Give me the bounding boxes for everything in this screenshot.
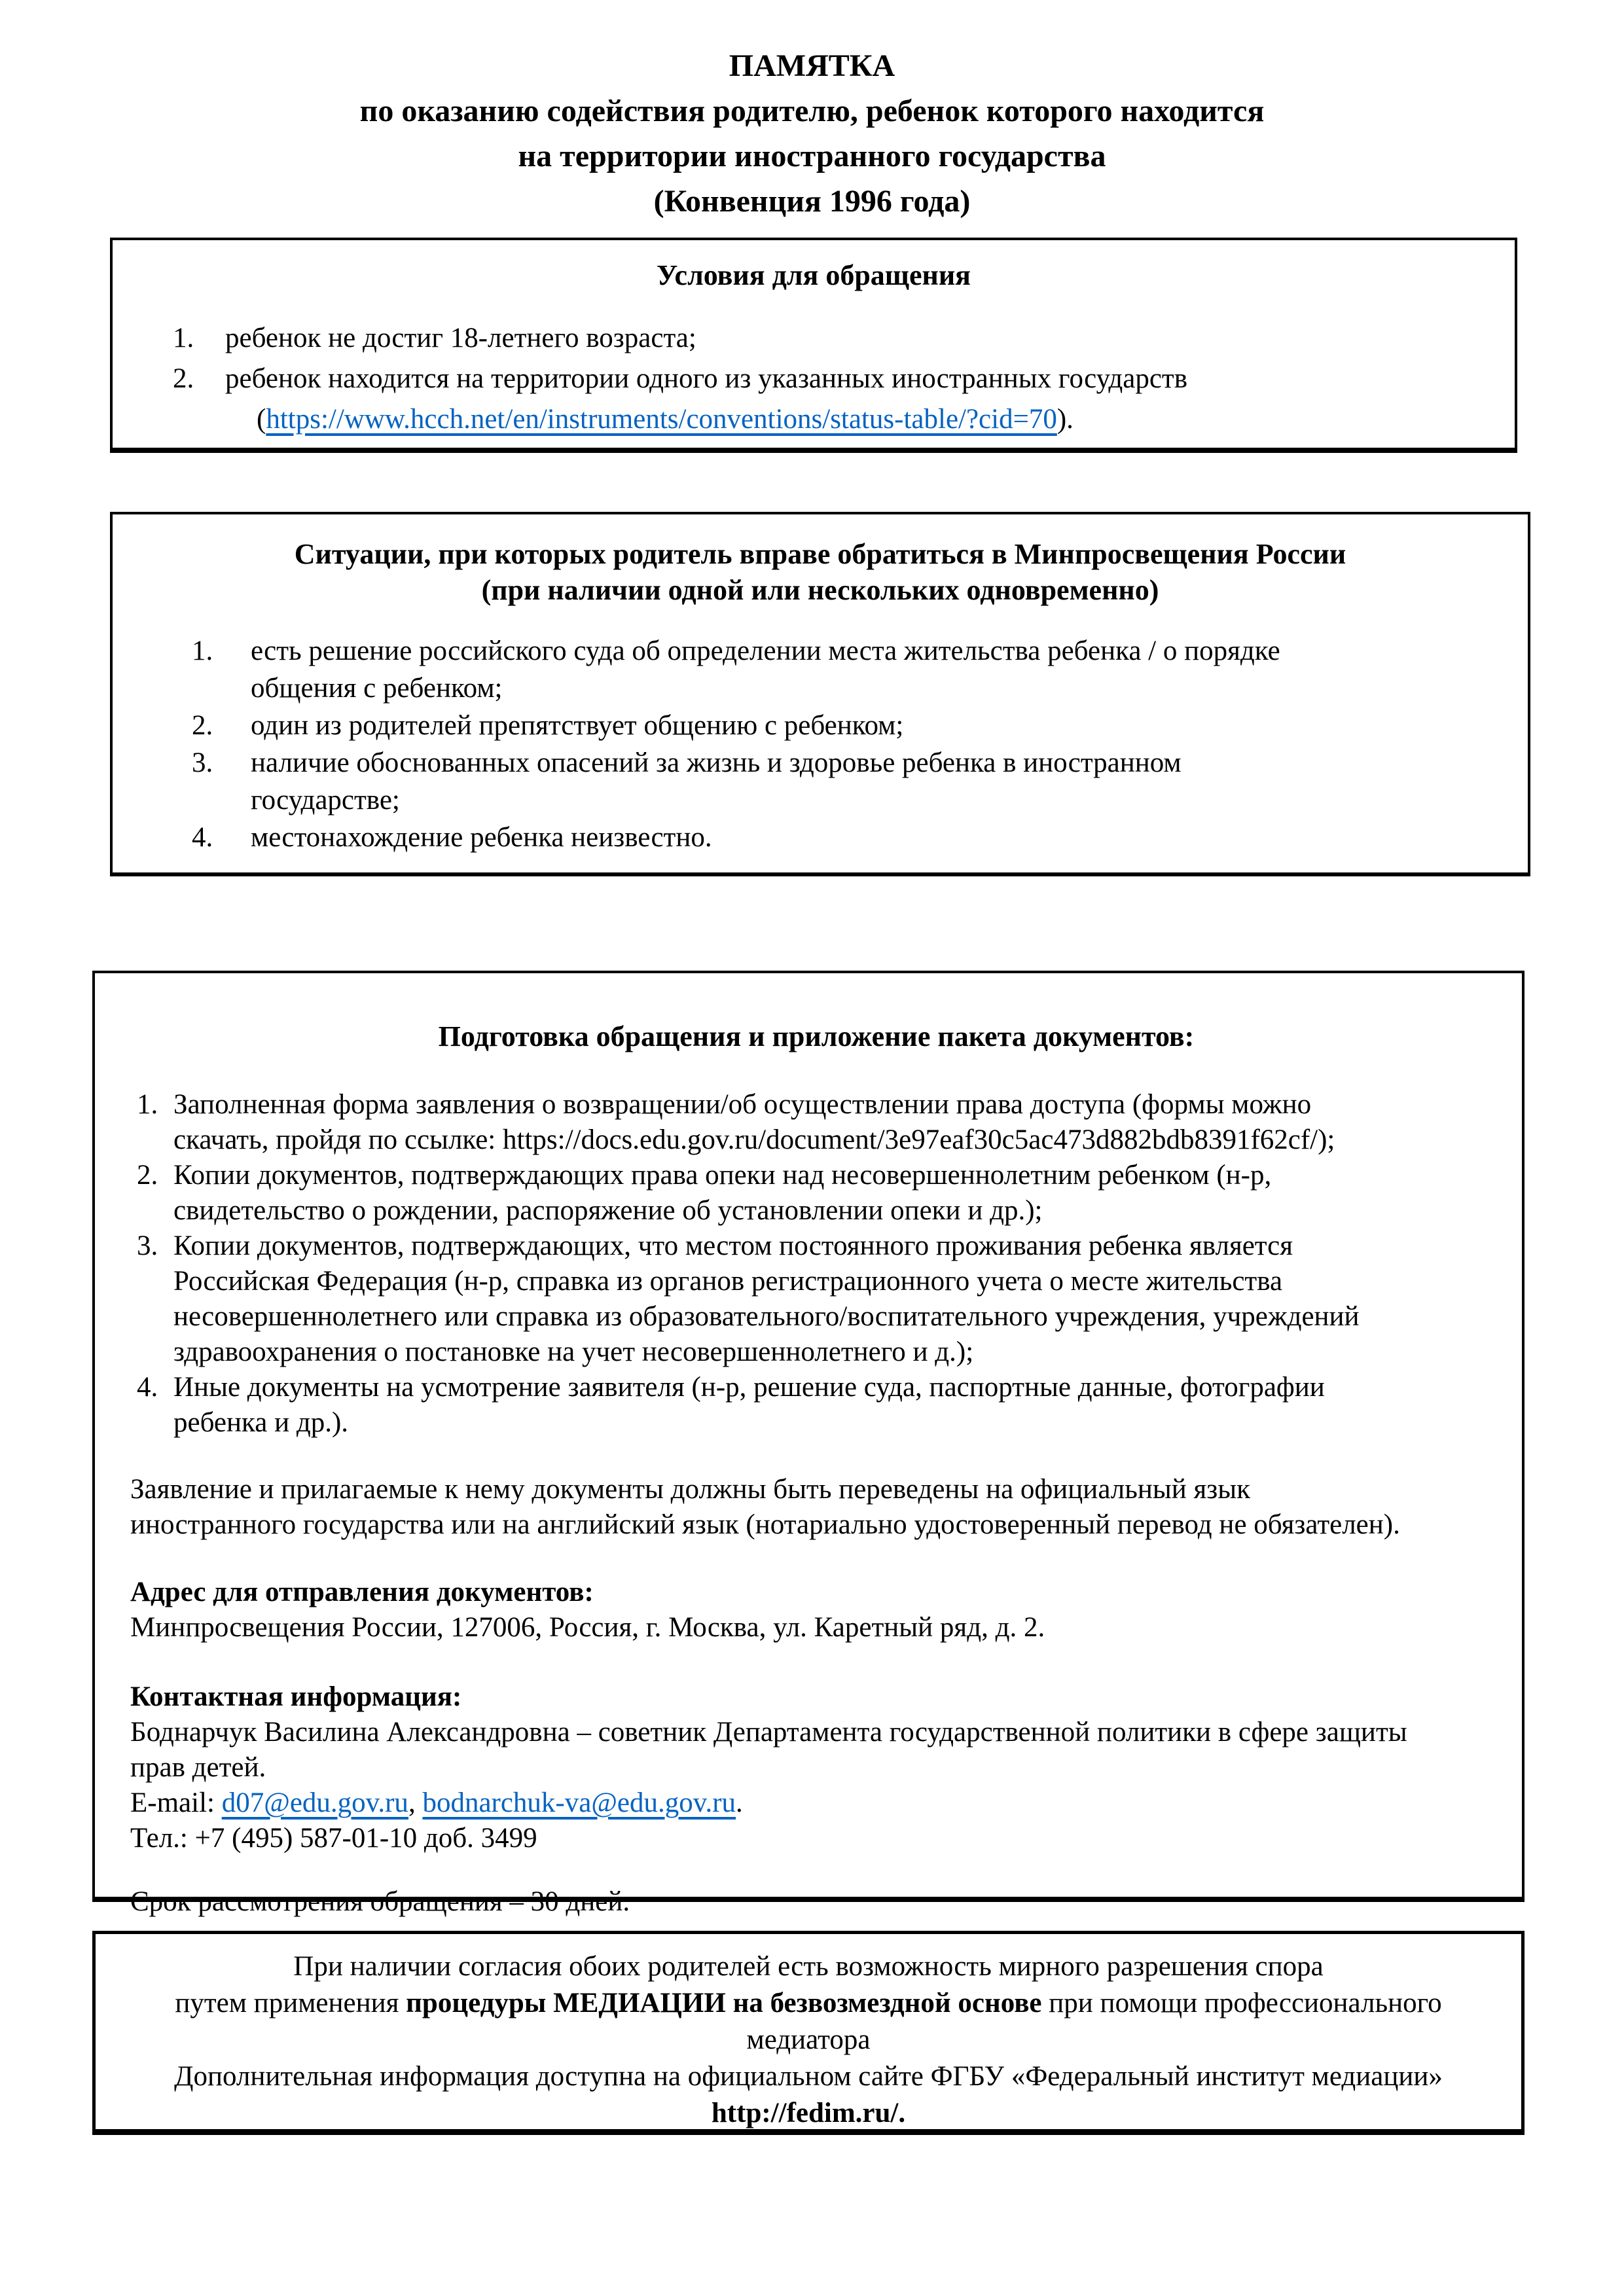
conditions-heading: Условия для обращения bbox=[657, 259, 971, 291]
list-item-text: Копии документов, подтверждающих, что местом постоянного проживания ребенка является bbox=[173, 1230, 1293, 1261]
situations-heading-line-2: (при наличии одной или нескольких одновременно) bbox=[481, 574, 1159, 606]
list-item-text: Иные документы на усмотрение заявителя (н-р, решение суда, паспортные данные, фотографии bbox=[173, 1371, 1325, 1403]
email-link-d07[interactable]: d07@edu.gov.ru bbox=[221, 1787, 408, 1818]
fedim-url: http://fedim.ru/. bbox=[711, 2098, 906, 2128]
email-link-bodnarchuk[interactable]: bodnarchuk-va@edu.gov.ru bbox=[422, 1787, 736, 1818]
list-item bbox=[137, 1229, 1502, 1370]
mediation-line-2-prefix: путем применения bbox=[175, 1988, 406, 2018]
review-period-line: Срок рассмотрения обращения – 30 дней. bbox=[130, 1886, 630, 1917]
contact-heading: Контактная информация: bbox=[130, 1681, 462, 1712]
list-item bbox=[192, 632, 1528, 707]
mediation-line-1: При наличии согласия обоих родителей есть возможность мирного разрешения спора bbox=[293, 1951, 1324, 1982]
list-item bbox=[137, 1370, 1502, 1441]
document-title bbox=[0, 43, 1624, 224]
list-item bbox=[192, 819, 1528, 856]
email-separator: , bbox=[408, 1787, 423, 1818]
list-item-number: 2. bbox=[192, 709, 213, 741]
list-item bbox=[192, 744, 1528, 819]
list-item bbox=[137, 1087, 1502, 1158]
list-item-text: ребенка и др.). bbox=[173, 1407, 349, 1438]
contact-person-line: прав детей. bbox=[130, 1751, 266, 1783]
title-line-subject: по оказанию содействия родителю, ребенок которого находится bbox=[359, 94, 1265, 128]
list-item-text: есть решение российского суда об определении места жительства ребенка / о порядке bbox=[251, 635, 1280, 666]
mediation-line-2 bbox=[109, 1985, 1508, 2022]
list-item bbox=[137, 1158, 1502, 1229]
list-item-text: один из родителей препятствует общению с ребенком; bbox=[251, 709, 904, 741]
link-suffix: ). bbox=[1056, 403, 1074, 435]
mediation-line-2-suffix: при помощи профессионального bbox=[1041, 1988, 1442, 2018]
list-item-text: несовершеннолетнего или справка из образовательного/воспитательного учреждения, учреждений bbox=[173, 1300, 1360, 1332]
list-item-text: ребенок не достиг 18-летнего возраста; bbox=[225, 322, 696, 353]
list-item-text: свидетельство о рождении, распоряжение об установлении опеки и др.); bbox=[173, 1194, 1043, 1226]
translation-note-line: Заявление и прилагаемые к нему документы должны быть переведены на официальный язык bbox=[130, 1473, 1251, 1505]
email-label: E-mail: bbox=[130, 1787, 222, 1818]
list-item-text: государстве; bbox=[251, 784, 400, 816]
title-line-memo: ПАМЯТКА bbox=[729, 48, 895, 83]
list-item-link-line bbox=[257, 399, 1515, 440]
list-item-text: общения с ребенком; bbox=[251, 672, 503, 704]
list-item-text: Заполненная форма заявления о возвращении/об осуществлении права доступа (формы можно bbox=[173, 1088, 1312, 1120]
list-item-number: 1. bbox=[192, 635, 213, 666]
list-item-number: 3. bbox=[192, 747, 213, 778]
hcch-status-table-link[interactable]: https://www.hcch.net/en/instruments/conventions/status-table/?cid=70 bbox=[266, 403, 1057, 435]
list-item-number: 4. bbox=[192, 821, 213, 853]
list-item-text: здравоохранения о постановке на учет несовершеннолетнего и д.); bbox=[173, 1336, 974, 1367]
translation-note bbox=[130, 1472, 1502, 1543]
conditions-box bbox=[110, 238, 1517, 453]
list-item bbox=[192, 707, 1528, 744]
mediation-line-4: Дополнительная информация доступна на официальном сайте ФГБУ «Федеральный институт медиации» bbox=[174, 2061, 1443, 2092]
conditions-list bbox=[173, 318, 1515, 440]
list-item-number: 2. bbox=[137, 1159, 158, 1191]
documents-list bbox=[137, 1087, 1502, 1441]
mediation-box bbox=[92, 1931, 1525, 2135]
preparation-heading: Подготовка обращения и приложение пакета документов: bbox=[438, 1020, 1195, 1052]
title-line-territory: на территории иностранного государства bbox=[518, 139, 1106, 173]
title-line-convention: (Конвенция 1996 года) bbox=[653, 184, 971, 219]
preparation-box bbox=[92, 971, 1525, 1917]
list-item-number: 1. bbox=[137, 1088, 158, 1120]
list-item-text: ребенок находится на территории одного из указанных иностранных государств bbox=[225, 363, 1188, 394]
list-item-text: наличие обоснованных опасений за жизнь и здоровье ребенка в иностранном bbox=[251, 747, 1182, 778]
address-line: Минпросвещения России, 127006, Россия, г. Москва, ул. Каретный ряд, д. 2. bbox=[130, 1611, 1045, 1643]
contact-person bbox=[130, 1715, 1502, 1785]
list-item bbox=[173, 318, 1515, 359]
situations-heading-line-1: Ситуации, при которых родитель вправе обратиться в Минпросвещения России bbox=[294, 538, 1346, 570]
mediation-line-2-bold: процедуры МЕДИАЦИИ на безвозмездной основе bbox=[406, 1988, 1042, 2018]
email-line bbox=[130, 1785, 1502, 1821]
address-heading: Адрес для отправления документов: bbox=[130, 1576, 594, 1607]
mediation-line-3: медиатора bbox=[746, 2024, 871, 2055]
list-item-number: 2. bbox=[173, 363, 194, 394]
list-item-text: Российская Федерация (н-р, справка из органов регистрационного учета о месте жительства bbox=[173, 1265, 1283, 1297]
link-prefix: ( bbox=[257, 403, 266, 435]
list-item-number: 3. bbox=[137, 1230, 158, 1261]
situations-box bbox=[110, 512, 1530, 876]
phone-line: Тел.: +7 (495) 587-01-10 доб. 3499 bbox=[130, 1822, 537, 1854]
list-item-number: 1. bbox=[173, 322, 194, 353]
list-item-text: Копии документов, подтверждающих права опеки над несовершеннолетним ребенком (н-р, bbox=[173, 1159, 1272, 1191]
list-item-number: 4. bbox=[137, 1371, 158, 1403]
email-suffix: . bbox=[736, 1787, 743, 1818]
list-item-text: местонахождение ребенка неизвестно. bbox=[251, 821, 712, 853]
translation-note-line: иностранного государства или на английский язык (нотариально удостоверенный перевод не обязателен). bbox=[130, 1509, 1400, 1540]
docs-form-url-line: скачать, пройдя по ссылке: https://docs.edu.gov.ru/document/3e97eaf30c5ac473d882bdb8391f62cf/); bbox=[173, 1124, 1335, 1155]
contact-person-line: Боднарчук Василина Александровна – советник Департамента государственной политики в сфере защиты bbox=[130, 1716, 1407, 1748]
situations-heading bbox=[113, 536, 1528, 608]
situations-list bbox=[192, 632, 1528, 856]
list-item bbox=[173, 359, 1515, 440]
